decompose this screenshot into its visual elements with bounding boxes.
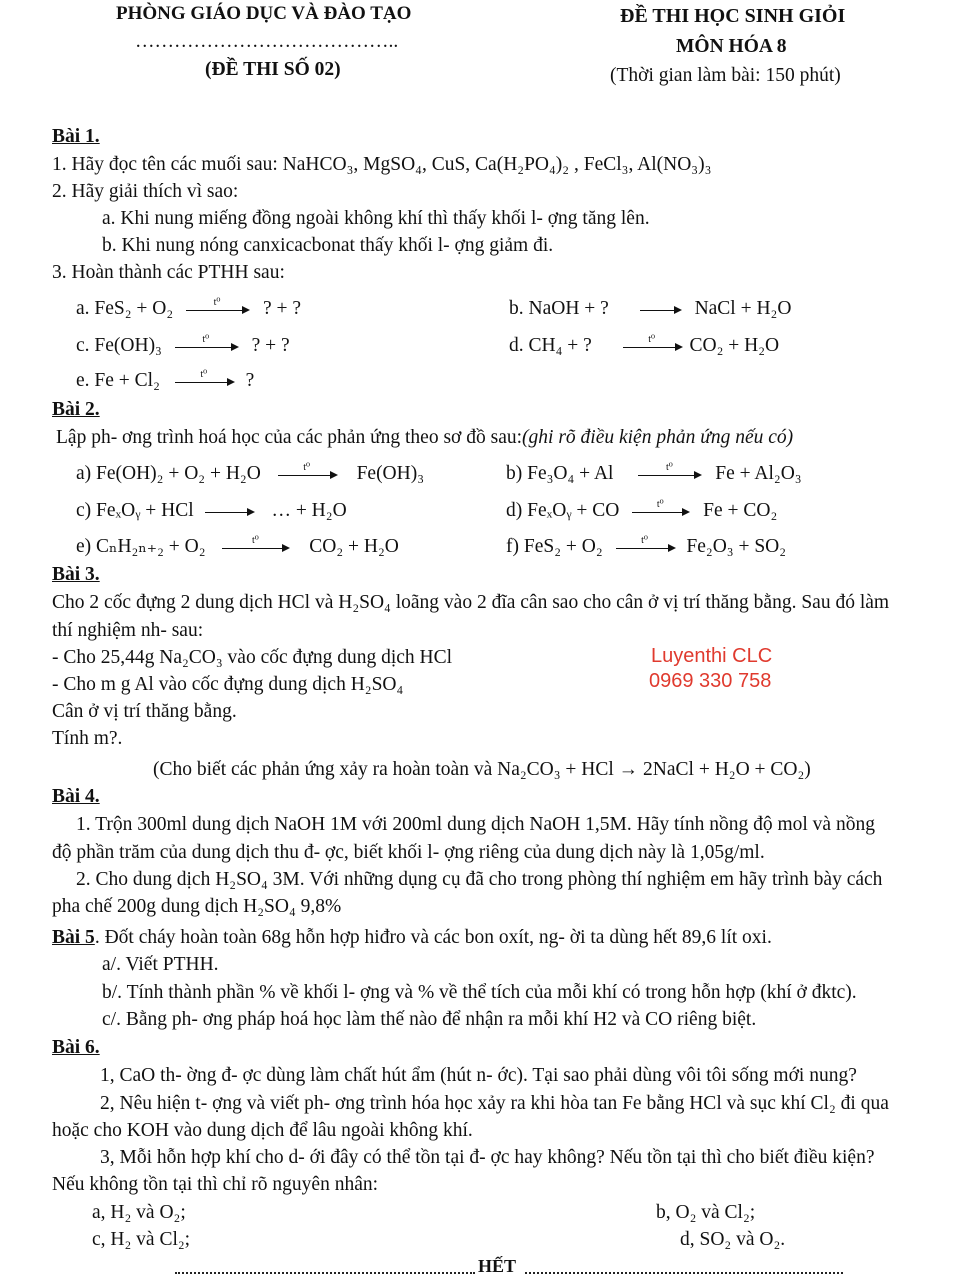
scheme-d-left: d) FeₓOᵧ + CO	[506, 500, 620, 521]
scheme-b	[506, 464, 802, 484]
reaction-d-right: CO₂ + H₂O	[689, 335, 780, 356]
exam-title: ĐỀ THI HỌC SINH GIỎI	[620, 5, 846, 27]
arrow-icon	[205, 510, 253, 513]
scheme-a	[76, 464, 424, 484]
reaction-c	[76, 336, 290, 356]
bai1-q2: 2. Hãy giải thích vì sao:	[52, 181, 239, 202]
reaction-e-left: e. Fe + Cl₂	[76, 370, 160, 391]
department-name: PHÒNG GIÁO DỤC VÀ ĐÀO TẠO	[116, 3, 412, 24]
exam-time: (Thời gian làm bài: 150 phút)	[610, 65, 841, 86]
reaction-b	[509, 299, 791, 319]
exam-code: (ĐỀ THI SỐ 02)	[205, 59, 341, 80]
bai3-p5: Cân ở vị trí thăng bằng.	[52, 701, 237, 722]
bai6-option-c: c, H₂ và Cl₂;	[92, 1229, 191, 1250]
footer-dots-left	[175, 1272, 475, 1274]
scheme-a-right: Fe(OH)₃	[356, 463, 425, 484]
bai3-title: Bài 3.	[52, 564, 100, 585]
scheme-d-right: Fe + CO₂	[703, 500, 778, 521]
bai4-p2: độ phần trăm của dung dịch thu đ- ợc, biết khối l- ợng riêng của dung dịch này là 1,05g/ml.	[52, 842, 765, 863]
contact-phone: 0969 330 758	[649, 670, 772, 692]
scheme-b-right: Fe + Al₂O₃	[715, 463, 802, 484]
reaction-c-left: c. Fe(OH)₃	[76, 335, 162, 356]
bai3-p2: thí nghiệm nh- sau:	[52, 620, 204, 641]
scheme-f	[506, 537, 786, 557]
scheme-e-left: e) CₙH₂ₙ₊₂ + O₂	[76, 536, 206, 557]
arrow-icon	[640, 308, 680, 311]
scheme-c	[76, 501, 347, 521]
contact-name: Luyenthi CLC	[651, 645, 773, 667]
heat-arrow: t⁰	[616, 546, 674, 549]
bai1-q3: 3. Hoàn thành các PTHH sau:	[52, 262, 285, 283]
bai5-line	[52, 928, 772, 948]
bai1-q2a: a. Khi nung miếng đồng ngoài không khí thì thấy khối l- ợng tăng lên.	[102, 208, 650, 229]
reaction-d	[509, 336, 779, 356]
reaction-e-right: ?	[245, 370, 255, 391]
scheme-e-right: CO₂ + H₂O	[309, 536, 399, 557]
bai2-intro	[56, 428, 793, 448]
scheme-a-left: a) Fe(OH)₂ + O₂ + H₂O	[76, 463, 261, 484]
bai2-intro-note: (ghi rõ điều kiện phản ứng nếu có)	[522, 427, 794, 448]
bai6-option-a: a, H₂ và O₂;	[92, 1202, 186, 1223]
scheme-f-left: f) FeS₂ + O₂	[506, 536, 603, 557]
bai4-p3: 2. Cho dung dịch H₂SO₄ 3M. Với những dụng cụ đã cho trong phòng thí nghiệm em hãy trình bày cách	[76, 869, 883, 890]
bai5-c: c/. Bằng ph- ơng pháp hoá học làm thế nào để nhận ra mỗi khí H2 và CO riêng biệt.	[102, 1009, 757, 1030]
bai1-q1: 1. Hãy đọc tên các muối sau: NaHCO₃, MgSO₄, CuS, Ca(H₂PO₄)₂ , FeCl₃, Al(NO₃)₃	[52, 154, 712, 175]
heat-arrow: t⁰	[638, 473, 700, 476]
reaction-a-right: ? + ?	[262, 298, 301, 319]
bai4-title: Bài 4.	[52, 786, 100, 807]
bai5-b: b/. Tính thành phần % về khối l- ợng và % về thể tích của mỗi khí có trong hỗn hợp (khí ở đktc).	[102, 982, 857, 1003]
bai6-title: Bài 6.	[52, 1037, 100, 1058]
bai3-p6: Tính m?.	[52, 728, 123, 749]
scheme-e	[76, 537, 399, 557]
bai1-q2b: b. Khi nung nóng canxicacbonat thấy khối l- ợng giảm đi.	[102, 235, 554, 256]
bai6-p5: Nếu không tồn tại thì chỉ rõ nguyên nhân:	[52, 1174, 379, 1195]
reaction-b-right: NaCl + H₂O	[694, 298, 792, 319]
heat-arrow: t⁰	[175, 380, 233, 383]
heat-arrow: t⁰	[175, 345, 237, 348]
bai5-a: a/. Viết PTHH.	[102, 954, 219, 975]
bai4-p1: 1. Trộn 300ml dung dịch NaOH 1M với 200ml dung dịch NaOH 1,5M. Hãy tính nồng độ mol và nồng	[76, 814, 875, 835]
scheme-f-right: Fe₂O₃ + SO₂	[686, 536, 787, 557]
bai6-p3: hoặc cho KOH vào dung dịch để lâu ngoài không khí.	[52, 1120, 473, 1141]
reaction-d-left: d. CH₄ + ?	[509, 335, 592, 356]
scheme-c-left: c) FeₓOᵧ + HCl	[76, 500, 194, 521]
scheme-b-left: b) Fe₃O₄ + Al	[506, 463, 614, 484]
reaction-b-left: b. NaOH + ?	[509, 298, 609, 319]
bai4-p4: pha chế 200g dung dịch H₂SO₄ 9,8%	[52, 896, 342, 917]
footer-dots-right	[525, 1272, 843, 1274]
end-label: HẾT	[478, 1256, 517, 1276]
bai3-p4: - Cho m g Al vào cốc đựng dung dịch H₂SO₄	[52, 674, 404, 695]
bai2-title: Bài 2.	[52, 399, 100, 420]
bai6-p4: 3, Mỗi hỗn hợp khí cho d- ới đây có thể tồn tại đ- ợc hay không? Nếu tồn tại thì cho biết điều kiện?	[100, 1147, 875, 1168]
bai6-option-d: d, SO₂ và O₂.	[680, 1229, 786, 1250]
bai5-title: Bài 5	[52, 927, 95, 948]
bai6-p1: 1, CaO th- ờng đ- ợc dùng làm chất hút ẩm (hút n- ớc). Tại sao phải dùng vôi tôi sống mới nung?	[100, 1065, 857, 1086]
exam-subject: MÔN HÓA 8	[676, 36, 787, 57]
bai3-p1: Cho 2 cốc đựng 2 dung dịch HCl và H₂SO₄ loãng vào 2 đĩa cân sao cho cân ở vị trí thăng bằng. Sau đó làm	[52, 592, 890, 613]
bai5-p1: . Đốt cháy hoàn toàn 68g hỗn hợp hiđro và các bon oxít, ng- ời ta dùng hết 89,6 lít oxi.	[94, 927, 772, 948]
header-dots: …………………………………..	[135, 31, 399, 52]
bai3-note: (Cho biết các phản ứng xảy ra hoàn toàn và Na₂CO₃ + HCl → 2NaCl + H₂O + CO₂)	[153, 759, 811, 780]
heat-arrow: t⁰	[222, 546, 288, 549]
reaction-e	[76, 371, 254, 391]
bai1-title: Bài 1.	[52, 126, 100, 147]
bai6-p2: 2, Nêu hiện t- ợng và viết ph- ơng trình hóa học xảy ra khi hòa tan Fe bằng HCl và sục khí Cl₂ đi qua	[100, 1093, 889, 1114]
scheme-c-right: … + H₂O	[271, 500, 347, 521]
heat-arrow: t⁰	[278, 473, 336, 476]
bai6-option-b: b, O₂ và Cl₂;	[656, 1202, 756, 1223]
heat-arrow: t⁰	[623, 345, 681, 348]
heat-arrow: t⁰	[186, 308, 248, 311]
bai3-p3: - Cho 25,44g Na₂CO₃ vào cốc đựng dung dịch HCl	[52, 647, 453, 668]
heat-arrow: t⁰	[632, 510, 688, 513]
reaction-a-left: a. FeS₂ + O₂	[76, 298, 174, 319]
reaction-a	[76, 299, 301, 319]
scheme-d	[506, 501, 777, 521]
bai2-intro-text: Lập ph- ơng trình hoá học của các phản ứng theo sơ đồ sau:	[56, 427, 523, 448]
reaction-c-right: ? + ?	[251, 335, 290, 356]
